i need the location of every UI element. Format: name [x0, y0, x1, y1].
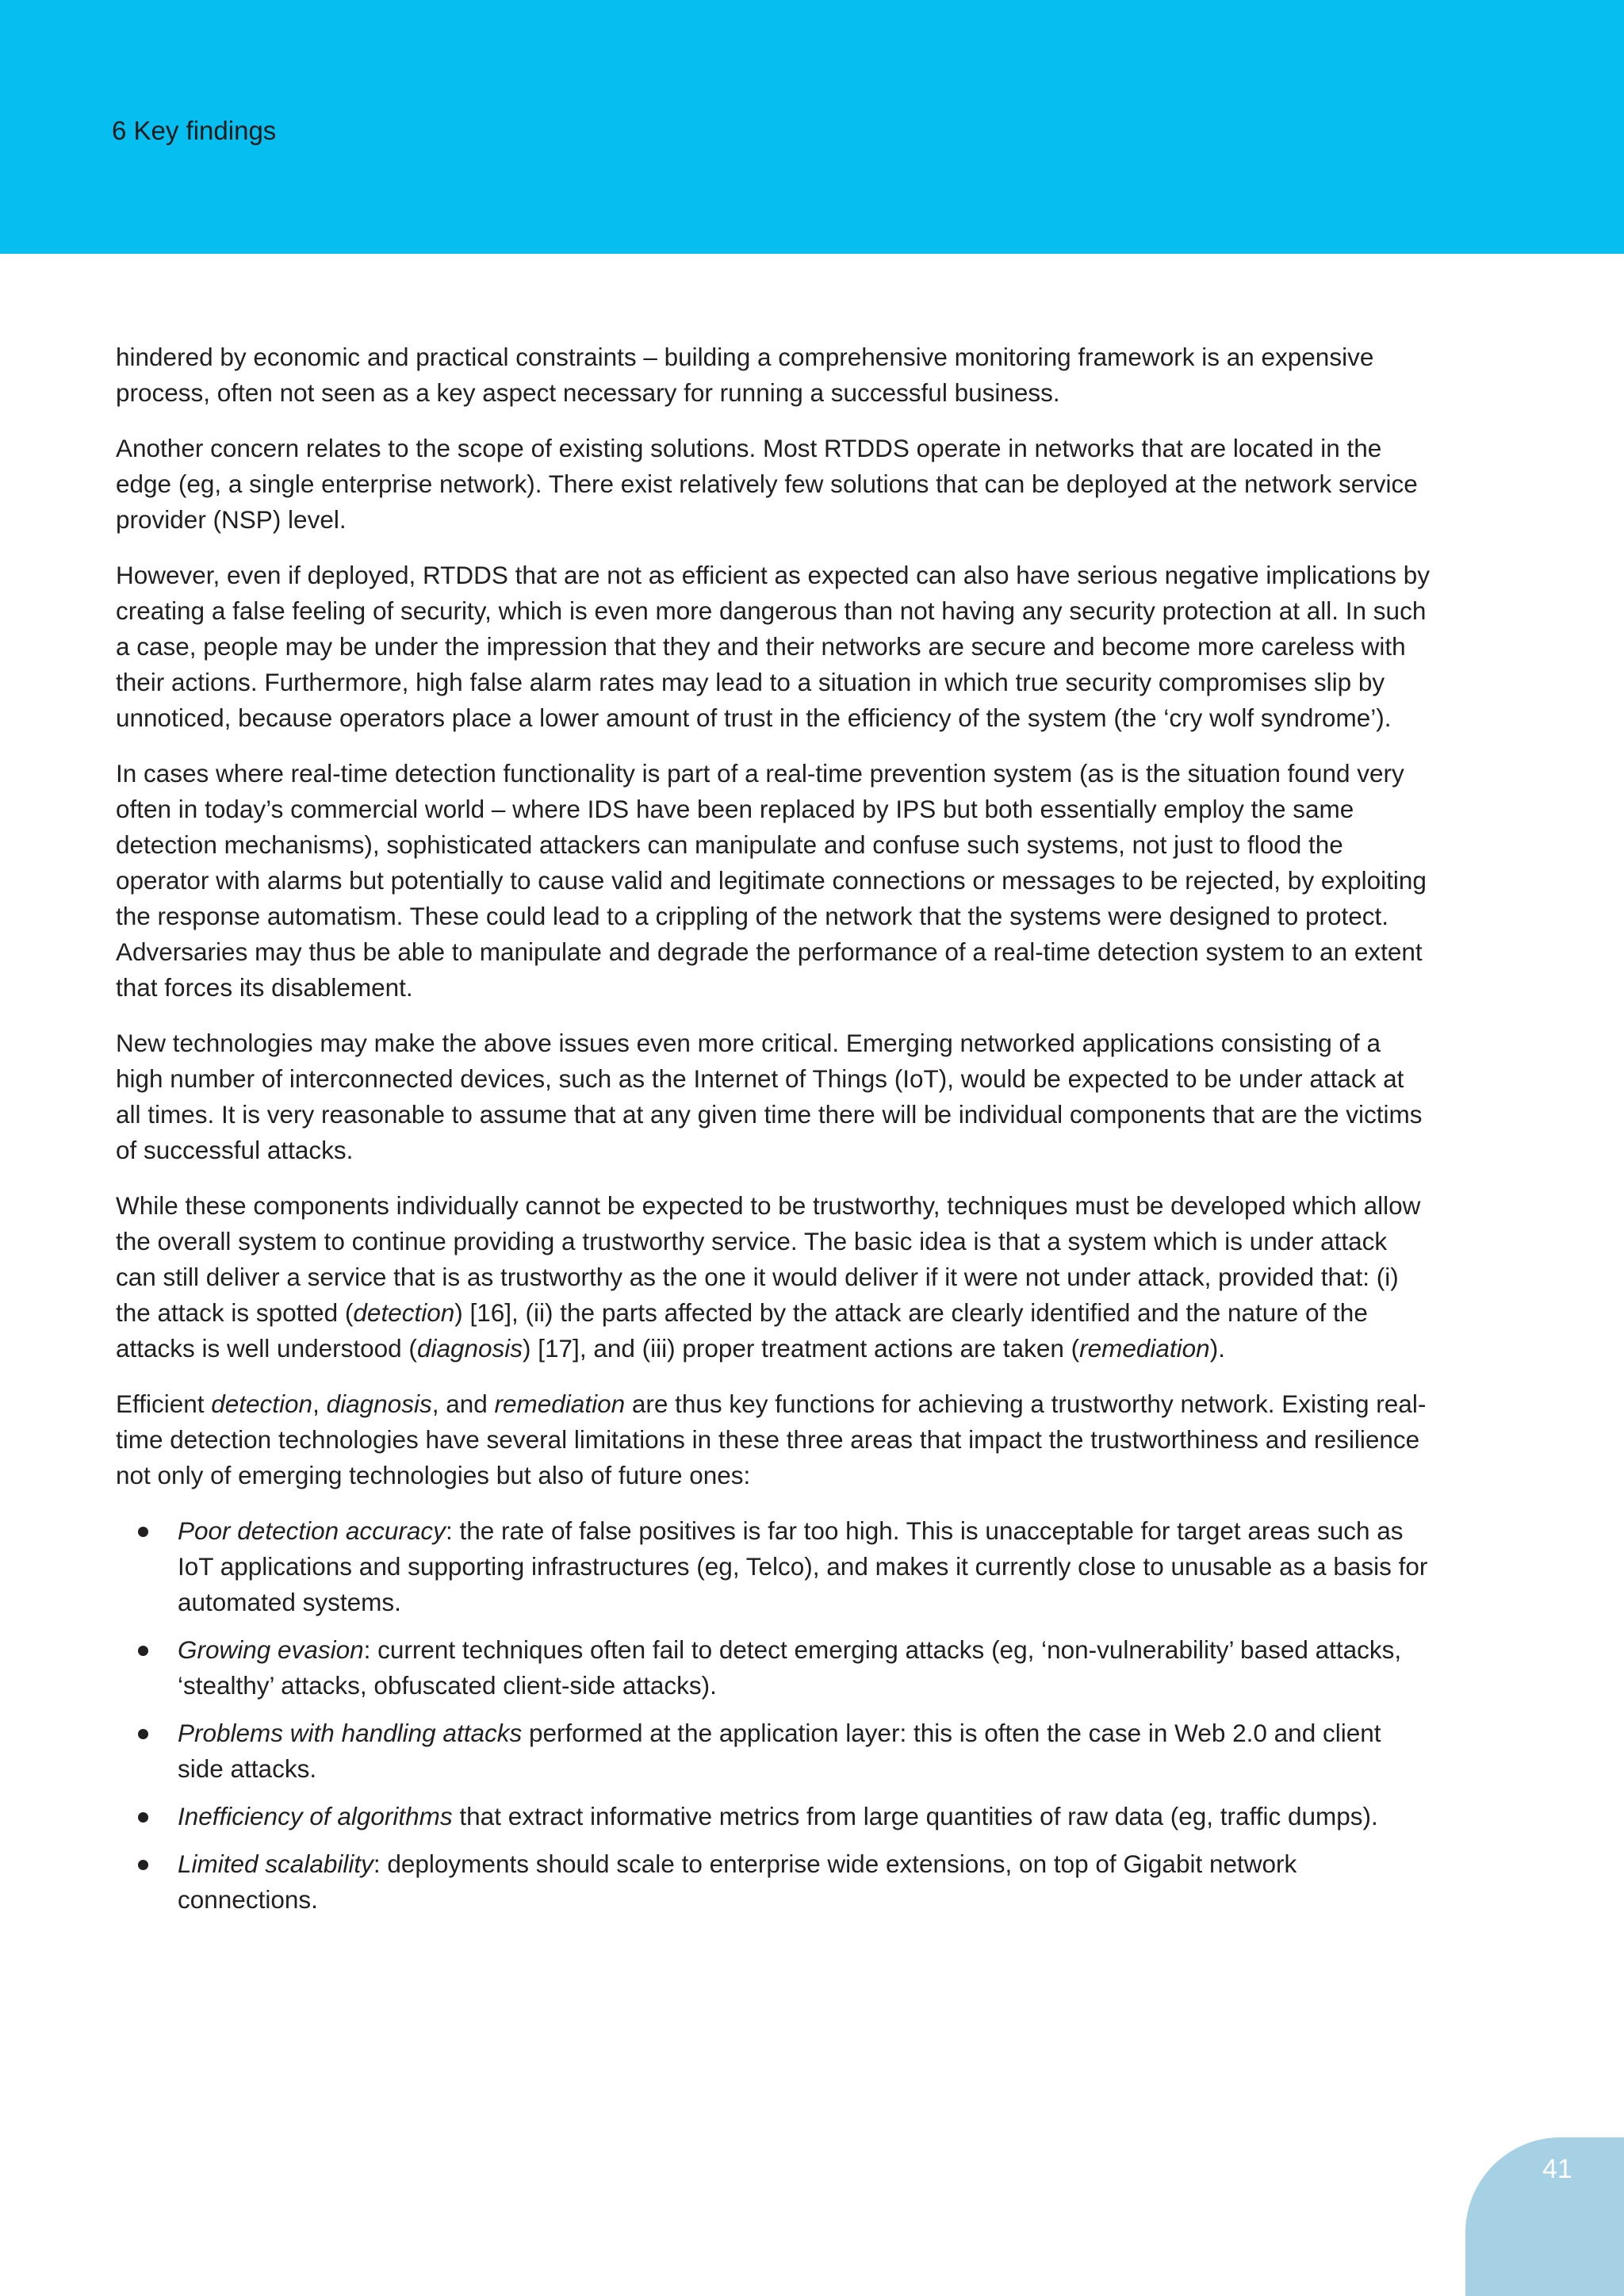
list-item: Limited scalability: deployments should scale to enterprise wide extensions, on top of Gigabit network connections. — [116, 1846, 1432, 1918]
bullet-icon — [138, 1812, 148, 1823]
paragraph: However, even if deployed, RTDDS that are not as efficient as expected can also have serious negative implications by creating a false feeling of security, which is even more dangerous than not having any security protection at all. In such a case, people may be under the impression that they and their networks are secure and become more careless with their actions. Furthermore, high false alarm rates may lead to a situation in which true security compromises slip by unnoticed, because operators place a lower amount of trust in the efficiency of the system (the ‘cry wolf syndrome’). — [116, 561, 1431, 732]
paragraph: While these components individually cannot be expected to be trustworthy, techniques must be developed which allow the overall system to continue providing a trustworthy service. The basic idea is that a system which is under attack can still deliver a service that is as trustworthy as the one it would deliver if it were not under attack, provided that: (i) the attack is spotted (detection) [16], (ii) the parts affected by the attack are clearly identified and the nature of the attacks is well understood (diagnosis) [17], and (iii) proper treatment actions are taken (remediation). — [116, 1191, 1421, 1363]
bullet-icon — [138, 1860, 148, 1870]
paragraph: Another concern relates to the scope of existing solutions. Most RTDDS operate in networks that are located in the edge (eg, a single enterprise network). There exist relatively few solutions that can be deployed at the network service provider (NSP) level. — [116, 434, 1418, 534]
page-number: 41 — [1542, 2154, 1572, 2184]
bullet-icon — [138, 1729, 148, 1739]
emphasis: detection — [353, 1298, 455, 1327]
paragraph: In cases where real-time detection functionality is part of a real-time prevention system (as is the situation found very often in today’s commercial world – where IDS have been replaced by IPS but both essentially employ the same detection mechanisms), sophisticated attackers can manipulate and confuse such systems, not just to flood the operator with alarms but potentially to cause valid and legitimate connections or messages to be rejected, by exploiting the response automatism. These could lead to a crippling of the network that the systems were designed to protect. Adversaries may thus be able to manipulate and degrade the performance of a real-time detection system to an extent that forces its disablement. — [116, 759, 1427, 1002]
paragraph: Efficient detection, diagnosis, and remediation are thus key functions for achieving a trustworthy network. Existing real-time detection technologies have several limitations in these three areas that impact the trustworthiness and resilience not only of emerging technologies but also of future ones: — [116, 1389, 1427, 1489]
bullet-icon — [138, 1527, 148, 1537]
limitations-list — [116, 1513, 1432, 1918]
body-text — [116, 339, 1432, 1930]
list-item: Growing evasion: current techniques often fail to detect emerging attacks (eg, ‘non-vulnerability’ based attacks, ‘stealthy’ attacks, obfuscated client-side attacks). — [116, 1632, 1432, 1704]
section-title: 6 Key findings — [112, 116, 277, 145]
list-item: Problems with handling attacks performed at the application layer: this is often the case in Web 2.0 and client side attacks. — [116, 1715, 1432, 1787]
paragraph: hindered by economic and practical constraints – building a comprehensive monitoring framework is an expensive process, often not seen as a key aspect necessary for running a successful business. — [116, 343, 1374, 407]
emphasis: detection — [211, 1389, 313, 1418]
list-item: Inefficiency of algorithms that extract informative metrics from large quantities of raw data (eg, traffic dumps). — [116, 1799, 1432, 1834]
emphasis: diagnosis — [416, 1334, 523, 1363]
emphasis: remediation — [1079, 1334, 1210, 1363]
emphasis: remediation — [494, 1389, 626, 1418]
paragraph: New technologies may make the above issues even more critical. Emerging networked applications consisting of a high number of interconnected devices, such as the Internet of Things (IoT), would be expected to be under attack at all times. It is very reasonable to assume that at any given time there will be individual components that are the victims of successful attacks. — [116, 1029, 1423, 1164]
list-item: Poor detection accuracy: the rate of false positives is far too high. This is unacceptable for target areas such as IoT applications and supporting infrastructures (eg, Telco), and makes it currently close to unusable as a basis for automated systems. — [116, 1513, 1432, 1620]
emphasis: diagnosis — [326, 1389, 432, 1418]
bullet-icon — [138, 1646, 148, 1656]
